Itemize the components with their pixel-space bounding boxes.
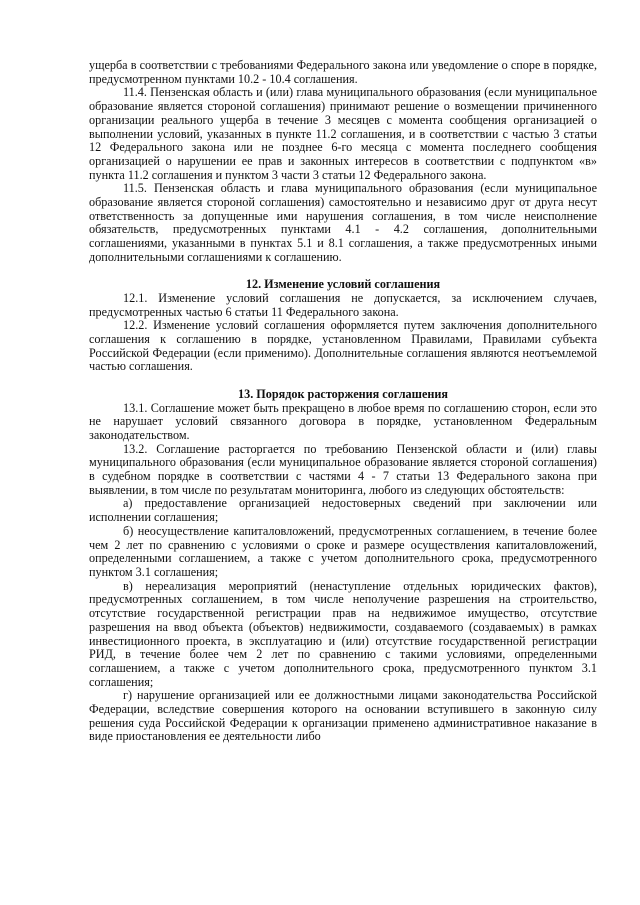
list-item-v: в) нереализация мероприятий (ненаступление отдельных юридических фактов), предусмотренных соглашением, в том числе неполучение разрешения на строительство, отсутствие государственной регистрации прав на недвижимое имущество, отсутствие разрешения на ввод объекта (объектов) недвижимости, создаваемого (создаваемых) в рамках инвестиционного проекта, в эксплуатацию и (или) отсутствие государственной регистрации РИД, в течение более чем 2 лет по сравнению с такими условиями, определенными соглашением, а также с учетом дополнительного срока, предусмотренного пунктом 3.1 соглашения; — [89, 578, 597, 689]
spacer — [89, 374, 597, 388]
section-12-heading: 12. Изменение условий соглашения — [245, 277, 441, 292]
spacer — [89, 265, 597, 279]
paragraph-13-1: 13.1. Соглашение может быть прекращено в любое время по соглашению сторон, если это не нарушает условий связанного договора в порядке, установленном Федеральным законодательством. — [89, 400, 597, 442]
paragraph-13-2: 13.2. Соглашение расторгается по требованию Пензенской области и (или) главы муниципального образования (если муниципальное образование является стороной соглашения) в судебном порядке в соответствии с частями 4 - 7 статьи 13 Федерального закона при выявлении, в том числе по результатам мониторинга, любого из следующих обстоятельств: — [89, 441, 597, 497]
list-item-g: г) нарушение организацией или ее должностными лицами законодательства Российской Федерации, вследствие совершения которого на основании вступившего в законную силу решения суда Российской Федерации к организации применено административное наказание в виде приостановления ее деятельности либо — [89, 688, 597, 744]
paragraph-damage-continuation: ущерба в соответствии с требованиями Федерального закона или уведомление о споре в порядке, предусмотренном пунктами 10.2 - 10.4 соглашения. — [89, 58, 597, 86]
paragraph-11-5: 11.5. Пензенская область и глава муниципального образования (если муниципальное образование является стороной соглашения) самостоятельно и независимо друг от друга несут ответственность за допущенные ими нарушения соглашения, в том числе неисполнение обязательств, предусмотренных пунктами 4.1 - 4.2 соглашения, дополнительными соглашениями, указанными в пунктах 5.1 и 8.1 соглашения, а также предусмотренных иными дополнительными соглашениями к соглашению. — [89, 181, 597, 264]
paragraph-12-1: 12.1. Изменение условий соглашения не допускается, за исключением случаев, предусмотренных частью 6 статьи 11 Федерального закона. — [89, 290, 597, 319]
paragraph-11-4: 11.4. Пензенская область и (или) глава муниципального образования (если муниципальное образование является стороной соглашения) принимают решение о возмещении причиненного организации реального ущерба в течение 3 месяцев с момента сообщения организацией о выполнении условий, указанных в пункте 11.2 соглашения, и в соответствии с частью 3 статьи 12 Федерального закона или не позднее 6-го месяца с момента последнего сообщения организацией о нарушении ее прав и законных интересов в соответствии с подпунктом «в» пункта 11.2 соглашения и пунктом 3 части 3 статьи 12 Федерального закона. — [89, 85, 597, 182]
section-13-heading: 13. Порядок расторжения соглашения — [238, 386, 448, 401]
list-item-b: б) неосуществление капиталовложений, предусмотренных соглашением, в течение более чем 2 лет по сравнению с условиями о сроке и размере осуществления капиталовложений, определенными соглашением, а также с учетом дополнительного срока, предусмотренного пунктом 3.1 соглашения; — [89, 523, 597, 579]
list-item-a: а) предоставление организацией недостоверных сведений при заключении или исполнении соглашения; — [89, 496, 597, 525]
paragraph-12-2: 12.2. Изменение условий соглашения оформляется путем заключения дополнительного соглашения к соглашению в порядке, установленном Правилами, Правилами субъекта Российской Федерации (если применимо). Дополнительные соглашения являются неотъемлемой частью соглашения. — [89, 318, 597, 374]
document-body — [89, 59, 597, 744]
